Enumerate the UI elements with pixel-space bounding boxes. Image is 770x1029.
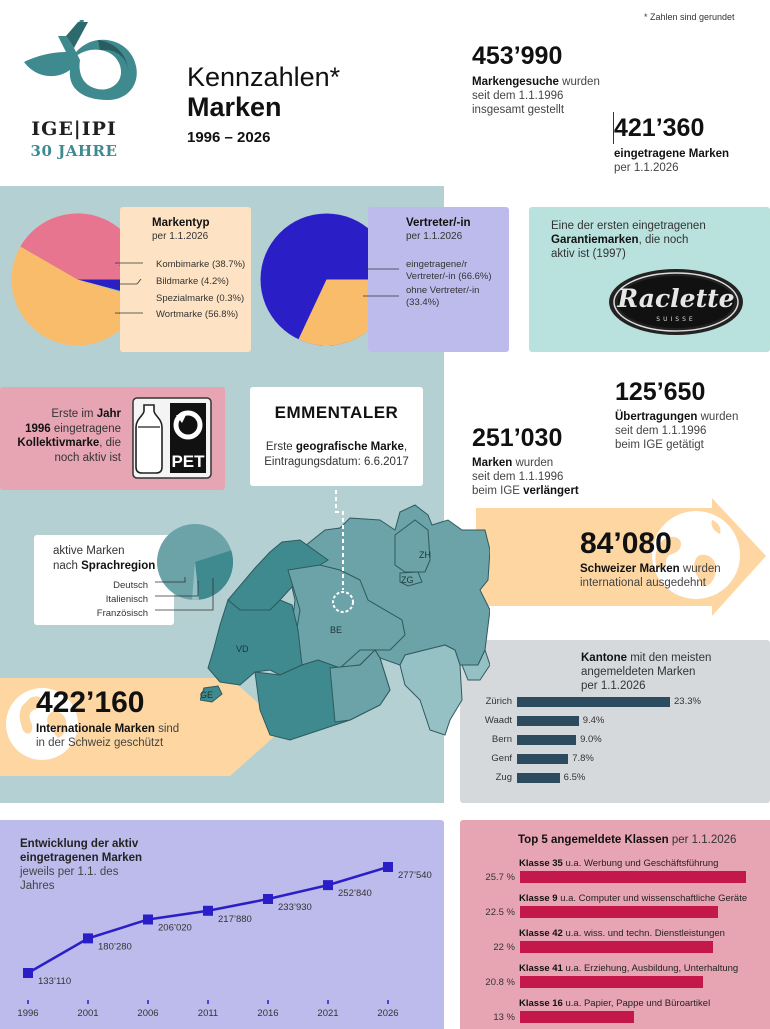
logo-30-ribbon-icon: [18, 18, 143, 118]
footnote-rounded: * Zahlen sind gerundet: [644, 12, 735, 22]
klasse-bar: [520, 941, 713, 953]
stat-markengesuche: [472, 42, 600, 117]
emmentaler-card: [250, 387, 423, 486]
data-point-marker: [83, 933, 93, 943]
kanton-bar: [517, 697, 670, 707]
map-label-vd: VD: [236, 644, 249, 654]
kantone-title-text: mit den meisten: [627, 652, 712, 664]
stat-value: 422’160: [36, 686, 145, 719]
kantone-title-text: angemeldeten Marken: [581, 666, 696, 678]
kanton-value: 6.5%: [563, 772, 586, 783]
sprachregion-title: [53, 544, 155, 574]
klasse-label: Klasse 9 u.a. Computer und wissenschaftliche Geräte: [519, 893, 748, 904]
markentyp-title: Markentyp: [152, 217, 210, 229]
x-axis-year-label: 2006: [137, 1008, 159, 1019]
stat-bold-label: eingetragene Marken: [614, 148, 730, 160]
kanton-value: 9.0%: [580, 734, 602, 745]
legend-spezialmarke: Spezialmarke (0.3%): [156, 293, 245, 304]
data-point-label: 206’020: [158, 922, 192, 934]
legend-kombimarke: Kombimarke (38.7%): [156, 259, 246, 270]
page-title-kennzahlen: Kennzahlen*: [187, 62, 341, 92]
kantone-title: [581, 651, 711, 693]
klassen-panel: [460, 820, 770, 1029]
switzerland-map: [200, 490, 490, 750]
pet-kollektivmarke-card: [0, 387, 225, 490]
map-label-ge: GE: [200, 690, 214, 700]
legend-text: eingetragene/r: [406, 259, 468, 270]
pet-text: , die: [99, 437, 121, 449]
stat-verlaengert: [472, 424, 579, 498]
raclette-text: , die noch: [638, 234, 689, 246]
vertreter-subtitle: per 1.1.2026: [406, 231, 463, 242]
stat-text: seit dem 1.1.1996: [615, 425, 707, 437]
emmentaler-bold: geografische Marke: [295, 441, 404, 453]
x-axis-year-label: 2016: [257, 1008, 279, 1019]
data-point-marker: [143, 914, 153, 924]
kanton-value: 7.8%: [572, 753, 594, 764]
kanton-label: Waadt: [484, 715, 512, 726]
entwicklung-title-line: Entwicklung der aktiv: [20, 838, 139, 850]
stat-text: international ausgedehnt: [580, 577, 706, 589]
stat-value: 84’080: [580, 527, 672, 560]
klasse-bar: [520, 976, 703, 988]
stat-text: wurden: [558, 76, 600, 88]
stat-bold-label: Internationale Marken: [36, 723, 155, 735]
entwicklung-subtitle: jeweils per 1.1. des: [20, 866, 119, 878]
pet-text: noch aktiv ist: [54, 451, 121, 464]
klasse-bar: [520, 1011, 634, 1023]
kanton-bar: [517, 735, 576, 745]
klasse-bar: [520, 871, 746, 883]
emmentaler-title: EMMENTALER: [274, 403, 399, 422]
klasse-label: Klasse 42 u.a. wiss. und techn. Dienstleistungen: [519, 928, 725, 939]
sprachregion-text: nach: [53, 560, 82, 572]
raclette-text: Eine der ersten eingetragenen: [551, 220, 706, 232]
klassen-title: [518, 834, 736, 846]
data-point-marker: [263, 894, 273, 904]
pet-bold: Kollektivmarke: [17, 437, 100, 449]
stat-schweizer-marken-ausgedehnt: [580, 527, 721, 590]
legend-text: (33.4%): [406, 297, 440, 308]
raclette-logo-sub: SUISSE: [656, 316, 696, 323]
stat-text: seit dem 1.1.1996: [472, 90, 564, 102]
stat-value: 421’360: [614, 114, 705, 142]
klasse-label: Klasse 41 u.a. Erziehung, Ausbildung, Unterhaltung: [519, 963, 739, 974]
x-axis-year-label: 2021: [317, 1008, 339, 1019]
kantone-title-text: per 1.1.2026: [581, 680, 646, 692]
klasse-label: Klasse 35 u.a. Werbung und Geschäftsführung: [519, 858, 719, 869]
stat-text: beim IGE: [472, 485, 524, 497]
stat-value: 125’650: [615, 378, 706, 406]
sprachregion-card: [34, 535, 174, 625]
raclette-text: aktiv ist (1997): [551, 248, 626, 260]
data-point-marker: [23, 968, 33, 978]
legend-deutsch: Deutsch: [113, 580, 148, 591]
logo-text-30-jahre: 30 JAHRE: [30, 142, 118, 160]
legend-ohne-vertreter: [406, 285, 479, 309]
stat-text: insgesamt gestellt: [472, 104, 565, 116]
klassen-title-text: per 1.1.2026: [668, 834, 737, 846]
stat-bold-label: Übertragungen: [615, 411, 698, 423]
klasse-pct: 22 %: [493, 942, 515, 953]
klasse-pct: 13 %: [493, 1012, 515, 1023]
legend-text: ohne Vertreter/-in: [406, 285, 480, 296]
kanton-bar: [517, 773, 560, 783]
x-axis-year-label: 2001: [77, 1008, 99, 1019]
logo-text-ige-ipi: IGE|IPI: [31, 118, 117, 140]
klasse-label: Klasse 16 u.a. Papier, Pappe und Büroartikel: [519, 998, 711, 1009]
data-point-marker: [383, 862, 393, 872]
stat-text: sind: [154, 723, 180, 735]
x-axis-year-label: 2011: [197, 1008, 219, 1019]
data-point-label: 217’880: [218, 913, 252, 925]
data-point-marker: [203, 906, 213, 916]
raclette-logo-word: Raclette: [617, 284, 735, 313]
vertreter-title: Vertreter/-in: [406, 217, 471, 229]
legend-text: Vertreter/-in (66.6%): [406, 271, 492, 282]
stat-text: wurden: [697, 411, 739, 423]
klasse-pct: 25.7 %: [485, 872, 515, 883]
legend-wortmarke: Wortmarke (56.8%): [156, 309, 239, 320]
pet-text: eingetragene: [50, 422, 121, 435]
markentyp-leader-lines: [115, 258, 145, 318]
stat-bold-label: verlängert: [523, 485, 579, 497]
klasse-pct: 22.5 %: [485, 907, 515, 918]
raclette-garantiemarke-card: [529, 207, 770, 352]
emmentaler-text: Erste: [265, 441, 296, 453]
pet-recycling-logo: [132, 397, 212, 479]
map-label-zh: ZH: [419, 550, 431, 560]
map-label-zg: ZG: [401, 575, 414, 585]
sprachregion-text: aktive Marken: [53, 545, 125, 557]
stat-text: seit dem 1.1.1996: [472, 471, 564, 483]
markentyp-subtitle: per 1.1.2026: [152, 231, 209, 242]
kanton-label: Zürich: [485, 696, 512, 707]
stat-text: in der Schweiz geschützt: [36, 737, 164, 749]
stat-text: wurden: [679, 563, 721, 575]
raclette-description: [551, 219, 706, 261]
entwicklung-line-chart: [0, 820, 444, 1029]
map-label-be: BE: [330, 625, 343, 635]
sprachregion-leader-lines: [155, 566, 225, 616]
kantone-title-bold: Kantone: [581, 652, 627, 664]
klasse-bar: [520, 906, 718, 918]
entwicklung-panel: [0, 820, 444, 1029]
data-point-label: 252’840: [338, 888, 372, 900]
stat-uebertragungen: [615, 378, 738, 452]
data-point-marker: [323, 880, 333, 890]
stat-value: 453’990: [472, 42, 563, 70]
pet-logo-text: PET: [171, 452, 205, 471]
page-period: 1996 – 2026: [187, 129, 271, 146]
klasse-pct: 20.8 %: [485, 977, 515, 988]
pet-bold: Jahr: [96, 408, 121, 420]
stat-description: [614, 147, 729, 175]
data-point-label: 277’540: [398, 870, 432, 881]
data-point-label: 133’110: [38, 976, 72, 987]
kanton-label: Genf: [491, 753, 512, 764]
ige-30-logo: [18, 18, 143, 163]
kanton-bar: [517, 716, 579, 726]
kanton-label: Bern: [491, 734, 512, 745]
stat-description: [472, 456, 579, 498]
data-point-label: 233’930: [278, 902, 312, 914]
pet-description: [17, 407, 121, 465]
kanton-value: 9.4%: [582, 715, 605, 726]
stat-eingetragene-marken: [614, 114, 729, 175]
stat-bold-label: Markengesuche: [472, 76, 559, 88]
emmentaler-description: [250, 440, 423, 470]
stat-description: [615, 410, 738, 452]
stat-description: [36, 722, 179, 750]
stat-text: beim IGE getätigt: [615, 439, 704, 451]
legend-italienisch: Italienisch: [105, 594, 148, 605]
legend-mit-vertreter: [406, 259, 492, 283]
x-axis-year-label: 1996: [17, 1008, 39, 1019]
x-axis-year-label: 2026: [377, 1008, 399, 1019]
data-point-label: 180’280: [98, 941, 132, 953]
stat-text: per 1.1.2026: [614, 162, 679, 174]
stat-description: [472, 75, 600, 117]
raclette-bold: Garantiemarken: [551, 234, 639, 246]
raclette-suisse-logo: [607, 267, 745, 337]
stat-value: 251’030: [472, 424, 563, 452]
kanton-value: 23.3%: [674, 696, 701, 707]
stat-bold-label: Marken: [472, 457, 513, 469]
kanton-bar: [517, 754, 568, 764]
vertreter-leader-lines: [363, 265, 401, 305]
stat-bold-label: Schweizer Marken: [580, 563, 680, 575]
entwicklung-title-line: eingetragenen Marken: [20, 852, 143, 864]
emmentaler-text: ,: [403, 441, 408, 453]
sprachregion-bold: Sprachregion: [81, 560, 156, 572]
pet-bold: 1996: [25, 422, 51, 435]
entwicklung-subtitle: Jahres: [20, 880, 55, 892]
stat-text: wurden: [512, 457, 554, 469]
page-title-marken: Marken: [187, 92, 282, 122]
legend-franzoesisch: Französisch: [96, 608, 148, 619]
kanton-label: Zug: [495, 772, 512, 783]
kantone-bar-chart: [460, 697, 770, 797]
stat-description: [580, 562, 721, 590]
legend-bildmarke: Bildmarke (4.2%): [156, 276, 229, 287]
emmentaler-text: Eintragungsdatum: 6.6.2017: [264, 456, 409, 468]
klassen-title-bold: Top 5 angemeldete Klassen: [518, 834, 669, 846]
pet-text: Erste im: [51, 408, 97, 420]
stat-internationale-marken: [36, 686, 179, 750]
